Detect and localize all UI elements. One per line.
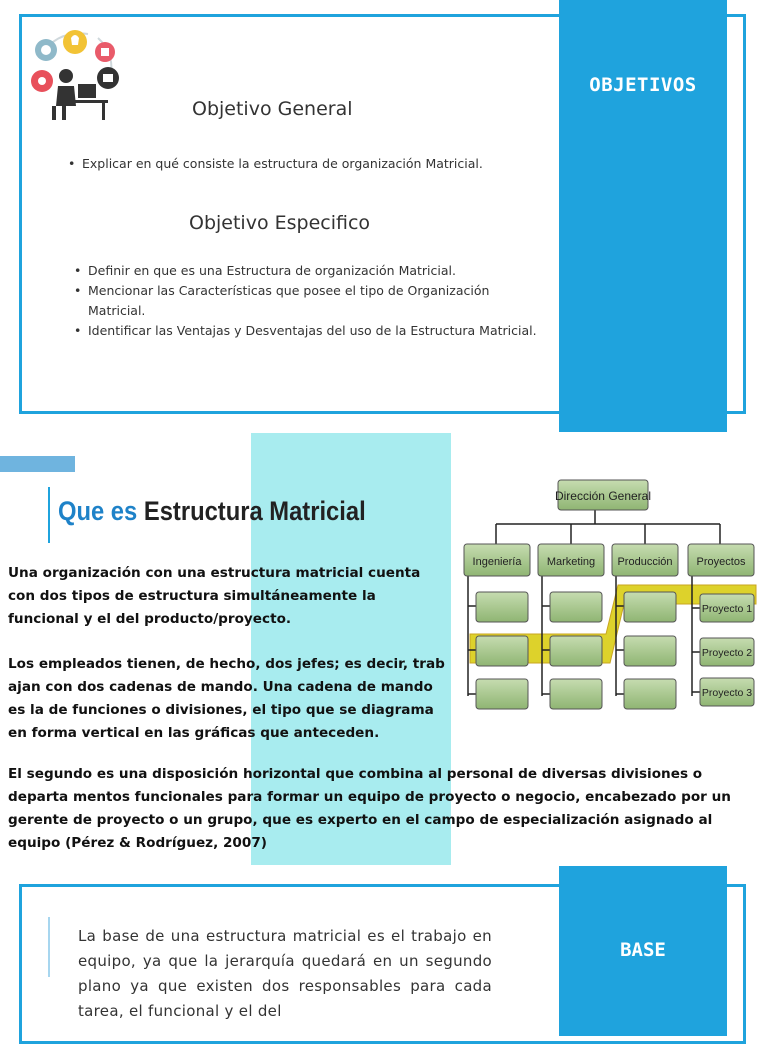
list-item: • Mencionar las Características que posee el tipo de Organización Matricial. <box>74 281 544 321</box>
objetivos-side-band <box>559 0 727 432</box>
objetivo-general-list <box>68 154 538 174</box>
dept-label: Ingeniería <box>472 556 522 568</box>
project-label: Proyecto 2 <box>701 647 753 659</box>
unit-box <box>476 592 528 622</box>
list-item: • Explicar en qué consiste la estructura de organización Matricial. <box>68 154 538 174</box>
unit-box <box>550 679 602 709</box>
objetivo-general-heading: Objetivo General <box>192 98 353 120</box>
paragraph-two-bosses: Los empleados tienen, de hecho, dos jefes; es decir, trab ajan con dos cadenas de mando. Una cadena de mando es la de funciones o divisiones, el tipo que se diagrama en forma vertical en las gráficas que anteceden. <box>8 656 445 741</box>
paragraph-horizontal: El segundo es una disposición horizontal que combina al personal de diversas divisiones o departa mentos funcionales para formar un equipo de proyecto o negocio, encabezado por un gerente de proyecto o un grupo, que es experto en el campo de especialización asignado al equipo (Pérez & Rodríguez, 2007) <box>8 766 731 851</box>
matrix-org-chart <box>458 474 758 720</box>
unit-box <box>550 636 602 666</box>
objetivo-especifico-list <box>74 261 544 341</box>
title-accent-line <box>48 487 50 543</box>
dept-label: Producción <box>617 556 673 568</box>
dept-label: Marketing <box>546 556 596 568</box>
unit-box <box>476 636 528 666</box>
title-main: Estructura Matricial <box>143 496 366 526</box>
top-node-label: Dirección General <box>554 489 652 503</box>
base-paragraph: La base de una estructura matricial es el trabajo en equipo, ya que la jerarquía quedará en un segundo plano ya que existen dos responsables para cada tarea, el funcional y el del <box>78 927 492 1020</box>
project-label: Proyecto 1 <box>701 603 753 615</box>
title-prefix: Que es <box>58 496 138 526</box>
base-accent-line <box>48 917 50 977</box>
objetivos-tag: OBJETIVOS <box>589 74 697 96</box>
project-label: Proyecto 3 <box>701 687 753 699</box>
accent-bar <box>0 456 75 472</box>
objetivo-especifico-heading: Objetivo Especifico <box>189 212 371 234</box>
list-item: • Identificar las Ventajas y Desventajas del uso de la Estructura Matricial. <box>74 321 544 341</box>
unit-box <box>624 679 676 709</box>
unit-box <box>624 592 676 622</box>
list-item: • Definir en que es una Estructura de organización Matricial. <box>74 261 544 281</box>
person-computer-illustration-icon <box>28 24 122 124</box>
page-title <box>58 496 366 527</box>
base-tag: BASE <box>620 939 666 961</box>
unit-box <box>624 636 676 666</box>
unit-box <box>476 679 528 709</box>
dept-label: Proyectos <box>696 556 746 568</box>
unit-box <box>550 592 602 622</box>
paragraph-definition: Una organización con una estructura matricial cuenta con dos tipos de estructura simultáneamente la funcional y el del producto/proyecto. <box>8 565 421 627</box>
